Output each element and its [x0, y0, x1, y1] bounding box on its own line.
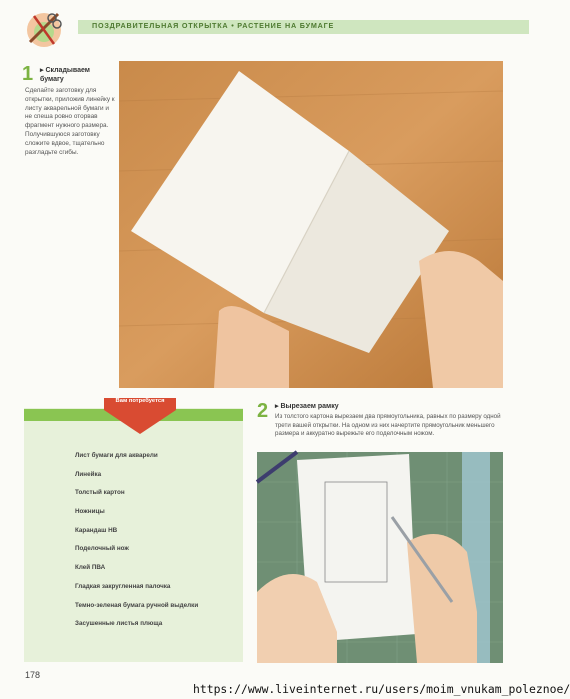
photo-cutting-frame — [257, 452, 503, 663]
material-item: Линейка — [75, 470, 102, 478]
materials-list — [75, 452, 198, 639]
material-item: Лист бумаги для акварели — [75, 452, 158, 459]
step-1-text: Сделайте заготовку для открытки, приложив линейку к листу акварельной бумаги и не спеша ровно оторвав фрагмент нужного размера. Получившуюся заготовку сложите вдвое, тщательно разгладьте сгибы. — [25, 87, 115, 156]
step-2-number: 2 — [257, 400, 269, 422]
material-item: Темно-зеленая бумага ручной выделки — [75, 601, 199, 609]
photo-folding-paper — [119, 61, 503, 388]
material-item: Карандаш HB — [75, 526, 118, 534]
source-url: https://www.liveinternet.ru/users/moim_vnukam_poleznoe/ — [193, 682, 570, 696]
step-2-text: Из толстого картона вырезаем два прямоугольника, равных по размеру одной трети вашей открытки. На одном из них начертите прямоугольник меньшего размера и аккуратно вырежьте его поделочным ножом. — [275, 413, 501, 438]
materials-title: Вам потребуется — [115, 398, 165, 404]
material-item: Ножницы — [75, 508, 105, 516]
step-2-title: ▸ Вырезаем рамку — [275, 403, 339, 410]
step-1-title: ▸ Складываем бумагу — [40, 67, 90, 83]
material-item: Толстый картон — [75, 489, 125, 497]
section-heading: ПОЗДРАВИТЕЛЬНАЯ ОТКРЫТКА • РАСТЕНИЕ НА БУМАГЕ — [92, 21, 335, 30]
step-1-number: 1 — [22, 63, 34, 85]
craft-logo-icon — [22, 6, 66, 50]
material-item: Поделочный нож — [75, 545, 129, 553]
material-item: Засушенные листья плюща — [75, 620, 163, 628]
material-item: Гладкая закругленная палочка — [75, 582, 171, 590]
material-item: Клей ПВА — [75, 564, 106, 572]
page-number: 178 — [25, 670, 41, 680]
